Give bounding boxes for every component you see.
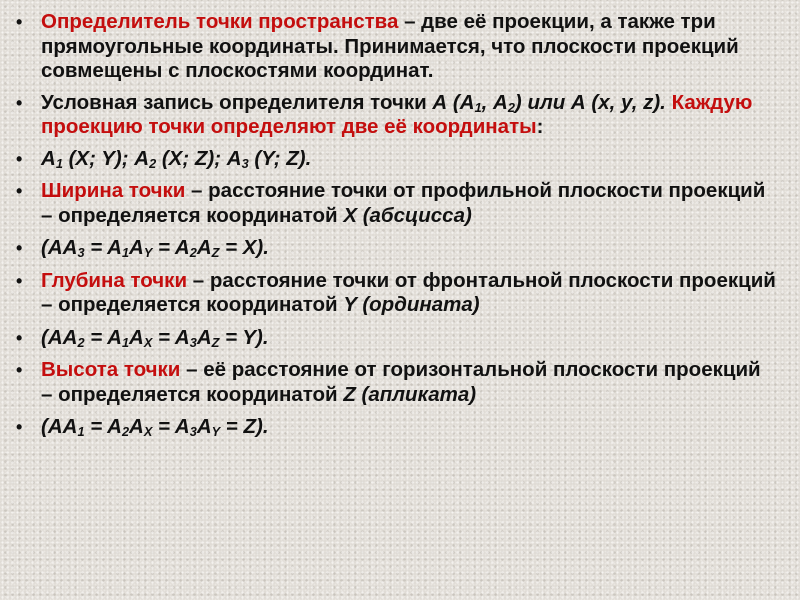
item-text xyxy=(41,91,752,139)
text-run: A xyxy=(129,325,144,349)
text-run: 1 xyxy=(77,424,85,440)
bullet-icon: • xyxy=(16,148,23,169)
text-run: = A xyxy=(84,415,122,438)
bullet-icon: • xyxy=(16,238,23,258)
text-run: А (А xyxy=(432,90,475,114)
bullet-item-width xyxy=(14,179,776,228)
text-run: (AA xyxy=(41,415,78,438)
text-run: 1 xyxy=(121,245,130,261)
text-run: = A xyxy=(152,325,190,349)
text-run: Z xyxy=(211,245,220,261)
item-text xyxy=(41,147,311,170)
bullet-item-height-formula xyxy=(14,415,776,440)
text-run: = A xyxy=(84,325,122,349)
bullet-icon: • xyxy=(16,270,23,291)
text-run: = A xyxy=(84,236,122,259)
text-run: – её расстояние от горизонтальной плоскости проекций – определяется координатой xyxy=(41,358,761,406)
text-run: (AA xyxy=(41,325,78,349)
text-run: 2 xyxy=(507,99,515,115)
text-run: Z xyxy=(211,334,220,350)
text-run: 3 xyxy=(189,334,197,350)
item-text xyxy=(41,10,739,82)
text-run: Условная запись определителя точки xyxy=(41,90,433,114)
text-run: A xyxy=(196,325,212,349)
text-run: А xyxy=(41,146,56,170)
text-run: (X; Y); А xyxy=(62,146,150,170)
text-run: = A xyxy=(152,236,190,259)
bullet-item-point-determinant xyxy=(14,10,776,84)
text-run: 3 xyxy=(241,155,249,171)
text-run: A xyxy=(129,236,144,259)
text-run: 1 xyxy=(474,99,482,115)
bullet-icon: • xyxy=(16,12,23,32)
bullet-item-notation xyxy=(14,91,776,140)
text-run: 2 xyxy=(77,334,85,350)
bullet-item-depth xyxy=(14,269,776,318)
text-run: X (абсцисса) xyxy=(343,203,472,227)
text-run: = X). xyxy=(219,236,269,259)
text-run: Y xyxy=(143,245,153,261)
text-run: 2 xyxy=(121,424,130,440)
text-run: 3 xyxy=(77,245,85,261)
item-text xyxy=(41,358,761,406)
text-run: ) или А (x, y, z). xyxy=(514,90,666,114)
text-run: A xyxy=(196,236,212,259)
text-run: Определитель точки пространства xyxy=(41,10,399,33)
text-run: = A xyxy=(152,415,190,438)
item-text xyxy=(41,179,765,227)
bullet-icon: • xyxy=(16,417,23,437)
text-run: (AA xyxy=(41,236,78,259)
bullet-icon: • xyxy=(16,327,23,348)
text-run: (X; Z); А xyxy=(156,146,242,170)
text-run: 1 xyxy=(121,334,130,350)
bullet-icon: • xyxy=(16,181,23,201)
bullet-item-depth-formula xyxy=(14,326,776,351)
text-run: X xyxy=(143,334,153,350)
text-run: 2 xyxy=(149,155,157,171)
text-run: Y xyxy=(211,424,221,440)
text-run: – расстояние точки от профильной плоскости проекций – определяется координатой xyxy=(41,179,766,227)
item-text xyxy=(41,236,269,259)
bullet-icon: • xyxy=(16,360,23,380)
text-run: 1 xyxy=(55,155,63,171)
text-run: = Y). xyxy=(219,325,269,349)
item-text xyxy=(41,269,776,317)
text-run: Z (апликата) xyxy=(343,382,477,406)
text-run: , А xyxy=(481,90,508,114)
text-run: 2 xyxy=(189,245,197,261)
text-run: – расстояние точки от фронтальной плоскости проекций – определяется координатой xyxy=(41,268,776,316)
text-run: – две её проекции, а также три прямоугольные координаты. Принимается, что плоскости проекций совмещены с плоскостями координат. xyxy=(41,10,739,82)
text-run: A xyxy=(129,415,144,438)
text-run: Глубина точки xyxy=(41,268,188,292)
text-run: Y (ордината) xyxy=(343,293,480,316)
text-run: : xyxy=(536,115,544,138)
bullet-item-width-formula xyxy=(14,236,776,261)
bullet-item-height xyxy=(14,358,776,407)
text-run: = Z). xyxy=(220,415,269,438)
bullet-icon: • xyxy=(16,92,23,113)
text-run: Каждую проекцию точки определяют две её координаты xyxy=(41,90,753,138)
text-run: A xyxy=(196,415,212,438)
text-run: Ширина точки xyxy=(41,179,186,202)
item-text xyxy=(41,415,269,438)
item-text xyxy=(41,326,269,349)
text-run: Высота точки xyxy=(41,358,181,381)
bullet-list xyxy=(14,10,776,440)
text-run: (Y; Z). xyxy=(248,146,312,170)
text-run: 3 xyxy=(189,424,197,440)
bullet-item-projections xyxy=(14,147,776,172)
text-run: X xyxy=(143,424,153,440)
